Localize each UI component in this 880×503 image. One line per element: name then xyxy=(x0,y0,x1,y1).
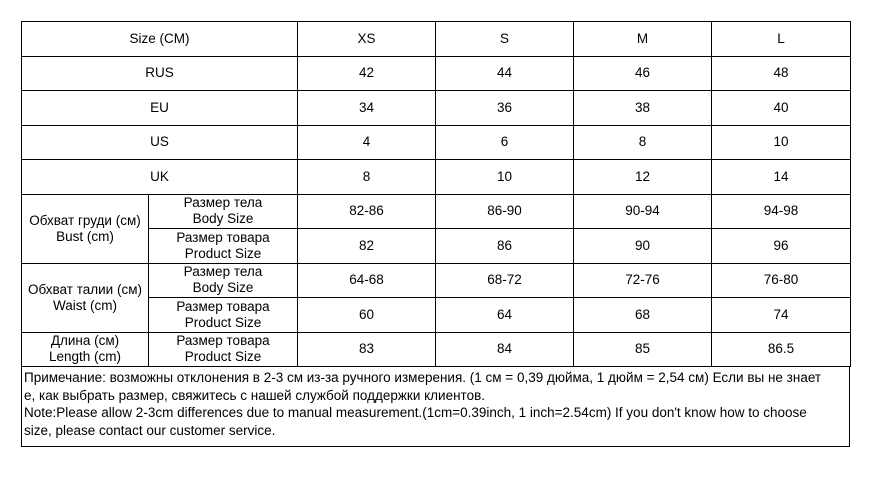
cell-value: 14 xyxy=(712,160,851,195)
group-label-bust xyxy=(22,194,149,263)
size-header-l: L xyxy=(712,22,851,57)
sub-label xyxy=(149,263,298,298)
cell-value: 34 xyxy=(298,91,436,126)
sub-label-en: Product Size xyxy=(184,314,262,330)
group-label-en: Waist (cm) xyxy=(53,297,117,313)
table-row xyxy=(22,125,851,160)
size-header-label: Size (CM) xyxy=(22,22,298,57)
cell-value: 36 xyxy=(436,91,574,126)
cell-value: 10 xyxy=(436,160,574,195)
size-header-m: M xyxy=(574,22,712,57)
table-row xyxy=(22,332,851,367)
sub-label xyxy=(149,229,298,264)
cell-value: 86 xyxy=(436,229,574,264)
sub-label-ru: Размер тела xyxy=(183,264,263,280)
table-row xyxy=(22,91,851,126)
cell-value: 90-94 xyxy=(574,194,712,229)
cell-value: 42 xyxy=(298,56,436,91)
note-ru-line1: Примечание: возможны отклонения в 2-3 см из-за ручного измерения. (1 см = 0,39 дюйма, 1 дюйм = 2,54 см) Если вы не знает xyxy=(24,370,822,385)
table-row xyxy=(22,263,851,298)
cell-value: 96 xyxy=(712,229,851,264)
note-en xyxy=(22,404,849,439)
group-label-ru: Обхват талии (см) xyxy=(28,281,142,297)
sub-label-en: Product Size xyxy=(184,245,262,261)
cell-value: 8 xyxy=(574,125,712,160)
row-label: RUS xyxy=(22,56,298,91)
group-label-en: Bust (cm) xyxy=(56,228,114,244)
cell-value: 12 xyxy=(574,160,712,195)
group-label-length xyxy=(22,332,149,367)
cell-value: 10 xyxy=(712,125,851,160)
cell-value: 86.5 xyxy=(712,332,851,367)
cell-value: 64 xyxy=(436,298,574,333)
sub-label-ru: Размер товара xyxy=(176,333,270,349)
size-header-xs: XS xyxy=(298,22,436,57)
table-row xyxy=(22,56,851,91)
cell-value: 48 xyxy=(712,56,851,91)
cell-value: 46 xyxy=(574,56,712,91)
cell-value: 82 xyxy=(298,229,436,264)
cell-value: 40 xyxy=(712,91,851,126)
row-label: EU xyxy=(22,91,298,126)
sub-label-en: Body Size xyxy=(192,280,254,296)
note-en-line1: Note:Please allow 2-3cm differences due to manual measurement.(1cm=0.39inch, 1 inch=2.54cm) If you don't know how to choose xyxy=(24,405,807,420)
cell-value: 38 xyxy=(574,91,712,126)
size-table xyxy=(21,21,851,367)
cell-value: 6 xyxy=(436,125,574,160)
sub-label-ru: Размер товара xyxy=(176,229,270,245)
group-label-en: Length (cm) xyxy=(48,349,122,365)
cell-value: 8 xyxy=(298,160,436,195)
table-row xyxy=(22,160,851,195)
row-label: US xyxy=(22,125,298,160)
cell-value: 76-80 xyxy=(712,263,851,298)
cell-value: 85 xyxy=(574,332,712,367)
sub-label-en: Product Size xyxy=(184,349,262,365)
cell-value: 94-98 xyxy=(712,194,851,229)
note-en-line2: size, please contact our customer service. xyxy=(24,422,276,438)
group-label-ru: Обхват груди (см) xyxy=(29,212,141,228)
cell-value: 60 xyxy=(298,298,436,333)
size-header-s: S xyxy=(436,22,574,57)
cell-value: 68-72 xyxy=(436,263,574,298)
group-label-waist xyxy=(22,263,149,332)
note-ru xyxy=(22,367,849,404)
note-ru-line2: е, как выбрать размер, свяжитесь с нашей службой поддержки клиентов. xyxy=(24,387,486,403)
cell-value: 83 xyxy=(298,332,436,367)
cell-value: 72-76 xyxy=(574,263,712,298)
sub-label xyxy=(149,332,298,367)
sub-label-en: Body Size xyxy=(192,211,254,227)
sub-label xyxy=(149,298,298,333)
cell-value: 4 xyxy=(298,125,436,160)
size-chart xyxy=(21,21,850,447)
header-row xyxy=(22,22,851,57)
cell-value: 90 xyxy=(574,229,712,264)
group-label-ru: Длина (см) xyxy=(50,333,120,349)
cell-value: 44 xyxy=(436,56,574,91)
row-label: UK xyxy=(22,160,298,195)
measurement-note xyxy=(21,367,850,447)
cell-value: 74 xyxy=(712,298,851,333)
sub-label-ru: Размер товара xyxy=(176,298,270,314)
cell-value: 86-90 xyxy=(436,194,574,229)
cell-value: 64-68 xyxy=(298,263,436,298)
table-row xyxy=(22,194,851,229)
cell-value: 82-86 xyxy=(298,194,436,229)
sub-label-ru: Размер тела xyxy=(183,195,263,211)
sub-label xyxy=(149,194,298,229)
cell-value: 84 xyxy=(436,332,574,367)
cell-value: 68 xyxy=(574,298,712,333)
